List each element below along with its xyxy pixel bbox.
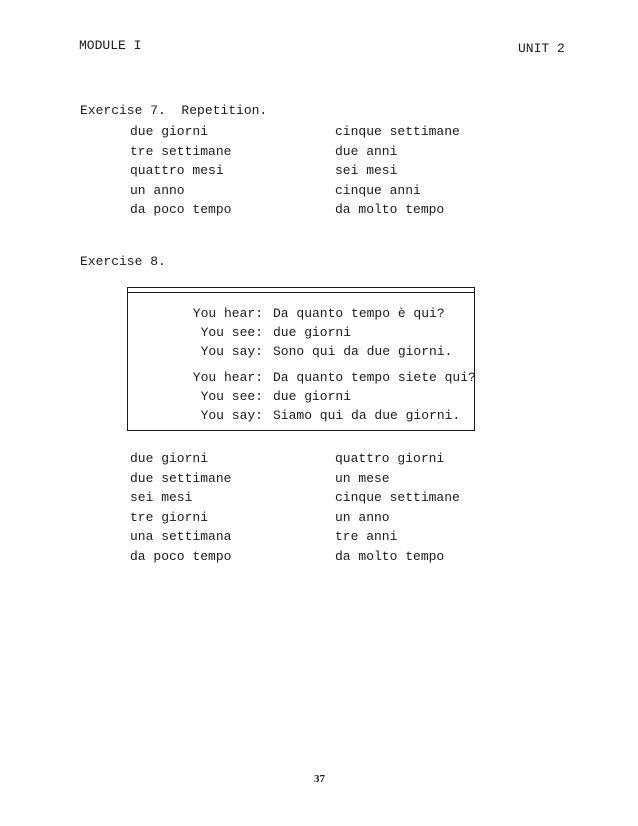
page-number: 37 <box>314 773 325 785</box>
example-row <box>0 369 638 386</box>
example-label: You hear: <box>192 370 263 385</box>
exercise-8-title: Exercise 8. <box>80 254 166 269</box>
exercise-8-right-column <box>335 449 460 566</box>
exercise-8-left-column <box>130 449 231 566</box>
list-item: sei mesi <box>335 163 398 178</box>
list-item: un mese <box>335 470 390 486</box>
example-row <box>0 388 638 405</box>
list-item: cinque settimane <box>335 124 460 139</box>
example-label: You hear: <box>192 306 263 321</box>
list-item: cinque anni <box>335 182 421 198</box>
example-value: Sono qui da due giorni. <box>273 344 453 359</box>
list-item: due anni <box>335 143 398 159</box>
list-item: un anno <box>335 509 390 525</box>
example-value: Da quanto tempo è qui? <box>273 306 445 321</box>
list-item: da molto tempo <box>335 202 445 217</box>
list-item: un anno <box>130 182 185 198</box>
list-item: da molto tempo <box>335 548 445 564</box>
example-value: Siamo qui da due giorni. <box>273 408 461 423</box>
list-item: quattro mesi <box>130 163 224 178</box>
list-item: una settimana <box>130 529 232 544</box>
example-row <box>0 324 638 341</box>
exercise-7-left-column <box>130 122 231 220</box>
list-item: tre anni <box>335 529 398 544</box>
exercise-7-title: Exercise 7. Repetition. <box>80 103 268 118</box>
example-row <box>0 407 638 424</box>
list-item: tre giorni <box>130 509 209 525</box>
example-label: You say: <box>200 408 263 423</box>
list-item: due settimane <box>130 470 232 486</box>
list-item: due giorni <box>130 451 209 466</box>
list-item: quattro giorni <box>335 451 445 466</box>
list-item: cinque settimane <box>335 490 460 505</box>
example-box-rule <box>127 292 475 293</box>
example-label: You see: <box>200 389 263 404</box>
list-item: da poco tempo <box>130 202 232 217</box>
example-row <box>0 305 638 322</box>
example-value: due giorni <box>273 389 352 404</box>
list-item: sei mesi <box>130 490 193 505</box>
module-heading: MODULE I <box>79 38 142 53</box>
list-item: due giorni <box>130 124 209 139</box>
unit-heading: UNIT 2 <box>518 41 565 56</box>
example-label: You say: <box>200 344 263 359</box>
exercise-7-right-column <box>335 122 460 220</box>
list-item: da poco tempo <box>130 548 232 564</box>
list-item: tre settimane <box>130 143 232 159</box>
example-value: due giorni <box>273 325 352 340</box>
example-row <box>0 343 638 360</box>
example-label: You see: <box>200 325 263 340</box>
example-value: Da quanto tempo siete qui? <box>273 370 476 385</box>
